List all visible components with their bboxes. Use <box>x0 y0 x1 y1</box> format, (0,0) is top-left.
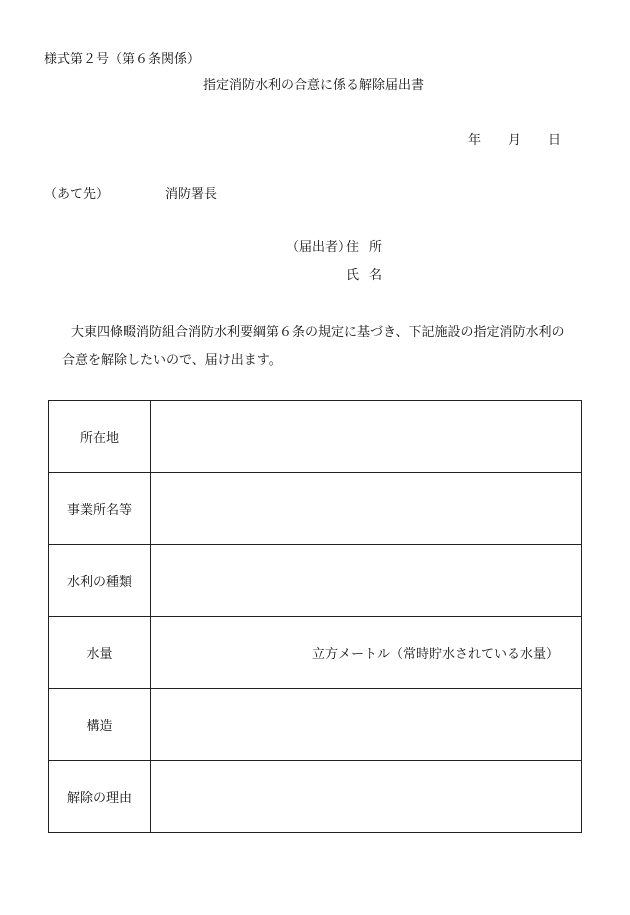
date-year-label: 年 <box>468 133 482 148</box>
body-line-1: 大東四條畷消防組合消防水利要綱第６条の規定に基づき、下記施設の指定消防水利の <box>71 325 565 340</box>
row-value-structure[interactable] <box>151 689 582 761</box>
document-title: 指定消防水利の合意に係る解除届出書 <box>203 78 425 93</box>
row-label-water-volume: 水量 <box>49 617 151 689</box>
row-value-location[interactable] <box>151 401 582 473</box>
row-label-structure: 構造 <box>49 689 151 761</box>
row-value-water-volume[interactable]: 立方メートル（常時貯水されている水量） <box>151 617 582 689</box>
body-paragraph <box>44 319 592 375</box>
row-label-business-name: 事業所名等 <box>49 473 151 545</box>
recipient-name: 消防署長 <box>165 187 218 202</box>
row-value-cancel-reason[interactable] <box>151 761 582 833</box>
notifier-label: （届出者） <box>286 240 352 255</box>
table-row <box>49 401 582 473</box>
row-value-business-name[interactable] <box>151 473 582 545</box>
name-label: 氏名 <box>346 268 393 283</box>
date-day-label: 日 <box>548 133 562 148</box>
table-row <box>49 545 582 617</box>
row-label-cancel-reason: 解除の理由 <box>49 761 151 833</box>
address-label: 住所 <box>346 240 393 255</box>
form-number: 様式第２号（第６条関係） <box>44 52 201 67</box>
date-month-label: 月 <box>508 133 522 148</box>
row-label-water-type: 水利の種類 <box>49 545 151 617</box>
row-label-location: 所在地 <box>49 401 151 473</box>
table-row <box>49 689 582 761</box>
table-row <box>49 617 582 689</box>
body-line-2: 合意を解除したいので、届け出ます。 <box>62 353 282 368</box>
table-row <box>49 473 582 545</box>
recipient-label: （あて先） <box>44 187 110 202</box>
row-value-water-type[interactable] <box>151 545 582 617</box>
table-row <box>49 761 582 833</box>
detail-table <box>48 400 582 833</box>
